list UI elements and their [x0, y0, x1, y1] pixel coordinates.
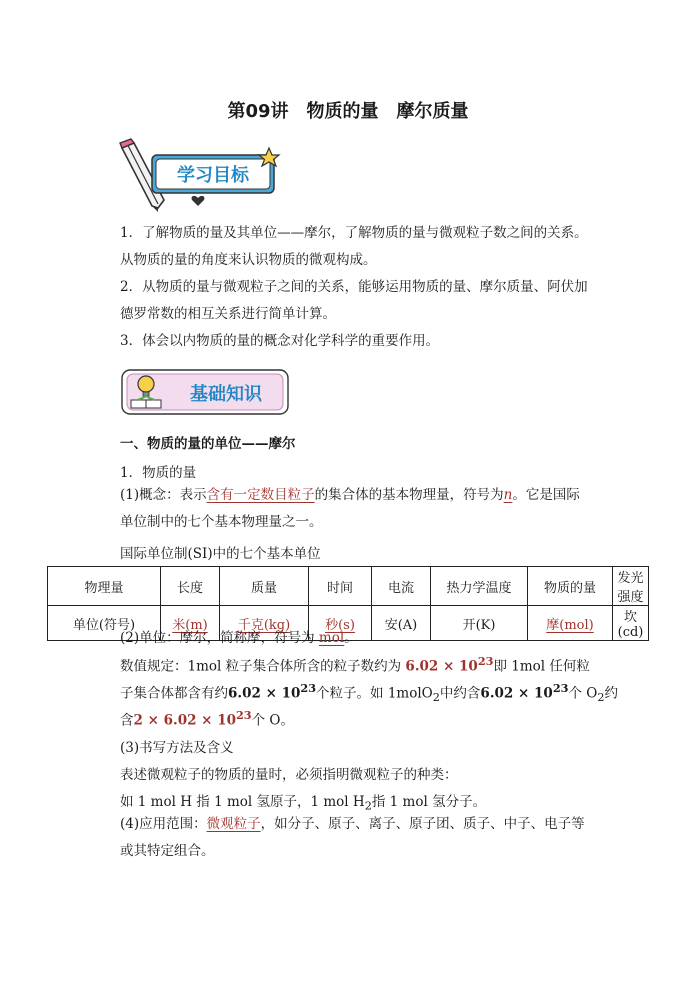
learning-goals-label: 学习目标: [177, 165, 249, 186]
scope-keyword: 微观粒子: [206, 816, 261, 832]
header-cell: 物理量: [48, 567, 161, 606]
header-cell: 时间: [309, 567, 372, 606]
writing-desc: 表述微观粒子的物质的量时，必须指明微观粒子的种类：: [120, 767, 458, 783]
numeric-line-2: [120, 681, 618, 704]
table-header-row: [48, 567, 649, 606]
learning-goals-banner: [112, 138, 292, 212]
numeric-text: 个粒子。如 1molO: [316, 685, 433, 702]
avogadro-number: 6.02 × 10: [480, 685, 553, 702]
avogadro-number: 2 × 6.02 × 10: [133, 712, 236, 729]
goal-3: 3．体会以内物质的量的概念对化学科学的重要作用。: [120, 333, 440, 349]
goal-2: 2．从物质的量与微观粒子之间的关系，能够运用物质的量、摩尔质量、阿伏加德罗常数的相互关系进行简单计算。: [120, 279, 588, 322]
subscript: 2: [364, 799, 372, 813]
subscript: 2: [432, 691, 440, 705]
numeric-text: 子集合体都含有约: [120, 685, 228, 702]
concept-paragraph: [120, 482, 590, 536]
numeric-text: 个 O: [568, 685, 598, 702]
unit-pre: (2)单位：摩尔，简称摩，符号为: [120, 630, 319, 646]
page-title: 第09讲 物质的量 摩尔质量: [227, 101, 469, 122]
scope-pre: (4)应用范围：: [120, 816, 207, 832]
header-cell: 物质的量: [528, 567, 613, 606]
exponent: 23: [552, 681, 569, 695]
concept-pre: (1)概念：表示: [120, 487, 207, 503]
scope-post: ，如分子、原子、离子、原子团、质子、中子、电子等或其特定组合。: [120, 816, 585, 859]
table-cell: 千克(kg): [220, 606, 309, 641]
table-cell: 坎(cd): [613, 606, 649, 641]
unit-keyword: mol: [318, 630, 345, 646]
section-subheading: 1．物质的量: [120, 465, 197, 481]
example-text: 如 1 mol H 指 1 mol 氢原子，1 mol H: [120, 794, 365, 810]
section-heading: 一、物质的量的单位——摩尔: [120, 436, 296, 452]
numeric-text: 约: [604, 685, 618, 702]
avogadro-number: 6.02 × 10: [228, 685, 301, 702]
table-cell: 摩(mol): [528, 606, 613, 641]
scope-paragraph: [120, 811, 590, 865]
header-cell: 电流: [372, 567, 431, 606]
numeric-text: 含: [120, 712, 134, 729]
basic-knowledge-label: 基础知识: [190, 384, 262, 405]
table-cell: 开(K): [431, 606, 528, 641]
exponent: 23: [235, 708, 252, 722]
exponent: 23: [300, 681, 317, 695]
numeric-text: 个 O。: [251, 712, 294, 729]
concept-mid: 的集合体的基本物理量，符号为: [314, 487, 504, 503]
exponent: 23: [477, 654, 494, 668]
table-caption: 国际单位制(SI)中的七个基本单位: [120, 546, 321, 562]
table-cell: 安(A): [372, 606, 431, 641]
writing-heading: (3)书写方法及含义: [120, 740, 234, 756]
numeric-text: 即 1mol 任何粒: [493, 658, 590, 675]
numeric-line-3: [120, 708, 294, 729]
unit-line: [120, 626, 358, 646]
concept-keyword: 含有一定数目粒子: [206, 487, 315, 503]
header-cell: 发光强度: [613, 567, 649, 606]
header-cell: 质量: [220, 567, 309, 606]
subscript: 2: [597, 691, 605, 705]
concept-post: 。它是国际单位制中的七个基本物理量之一。: [120, 487, 580, 530]
concept-symbol: n: [503, 487, 513, 503]
numeric-text: 数值规定：1mol 粒子集合体所含的粒子数约为: [120, 658, 406, 675]
goal-1: 1．了解物质的量及其单位——摩尔，了解物质的量与微观粒子数之间的关系。从物质的量的角度来认识物质的微观构成。: [120, 225, 588, 268]
numeric-line-1: [120, 654, 590, 675]
numeric-text: 中约含: [439, 685, 481, 702]
header-cell: 长度: [161, 567, 220, 606]
table-cell: 单位(符号): [48, 606, 161, 641]
basic-knowledge-banner: [118, 366, 296, 420]
avogadro-number: 6.02 × 10: [405, 658, 478, 675]
table-cell: 米(m): [161, 606, 220, 641]
table-cell: 秒(s): [309, 606, 372, 641]
heart-icon: [192, 196, 205, 206]
example-text: 指 1 mol 氢分子。: [371, 794, 487, 810]
header-cell: 热力学温度: [431, 567, 528, 606]
unit-post: 。: [344, 630, 358, 646]
writing-example: [120, 790, 486, 813]
